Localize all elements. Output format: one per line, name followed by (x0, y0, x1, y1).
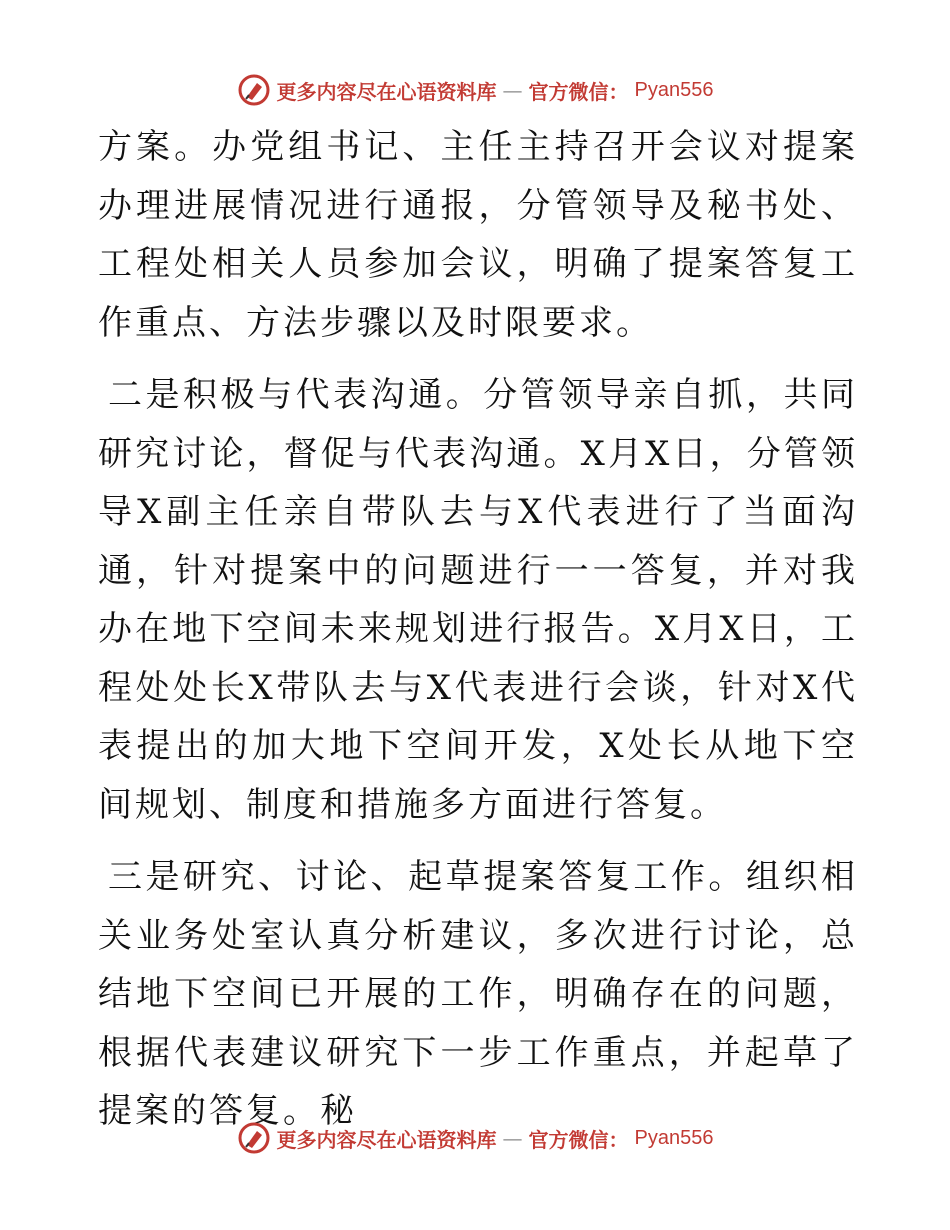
header-contact-id: Pyan556 (634, 78, 714, 101)
fountain-pen-logo-icon (237, 73, 271, 107)
header-dash: — (502, 78, 523, 102)
paragraph-3: 三是研究、讨论、起草提案答复工作。组织相关业务处室认真分析建议，多次进行讨论，总结地下空间已开展的工作，明确存在的问题，根据代表建议研究下一步工作重点，并起草了提案的答复。秘 (98, 857, 858, 1131)
fountain-pen-logo-icon (237, 1121, 271, 1155)
header-banner (0, 70, 950, 110)
paragraph-1: 方案。办党组书记、主任主持召开会议对提案办理进展情况进行通报，分管领导及秘书处、工程处相关人员参加会议，明确了提案答复工作重点、方法步骤以及时限要求。 (98, 127, 858, 343)
footer-contact-id: Pyan556 (634, 1126, 714, 1149)
paragraph-2: 二是积极与代表沟通。分管领导亲自抓，共同研究讨论，督促与代表沟通。X月X日，分管领导X副主任亲自带队去与X代表进行了当面沟通，针对提案中的问题进行一一答复，并对我办在地下空间未来规划进行报告。X月X日，工程处处长X带队去与X代表进行会谈，针对X代表提出的加大地下空间开发，X处长从地下空间规划、制度和措施多方面进行答复。 (98, 375, 858, 825)
footer-contact-label: 官方微信： (528, 1127, 629, 1152)
header-contact-label: 官方微信： (528, 79, 629, 104)
footer-site-text: 更多内容尽在心语资料库 (276, 1127, 497, 1152)
document-body (98, 118, 858, 1141)
footer-banner (0, 1118, 950, 1158)
footer-dash: — (502, 1126, 523, 1150)
header-site-text: 更多内容尽在心语资料库 (276, 79, 497, 104)
